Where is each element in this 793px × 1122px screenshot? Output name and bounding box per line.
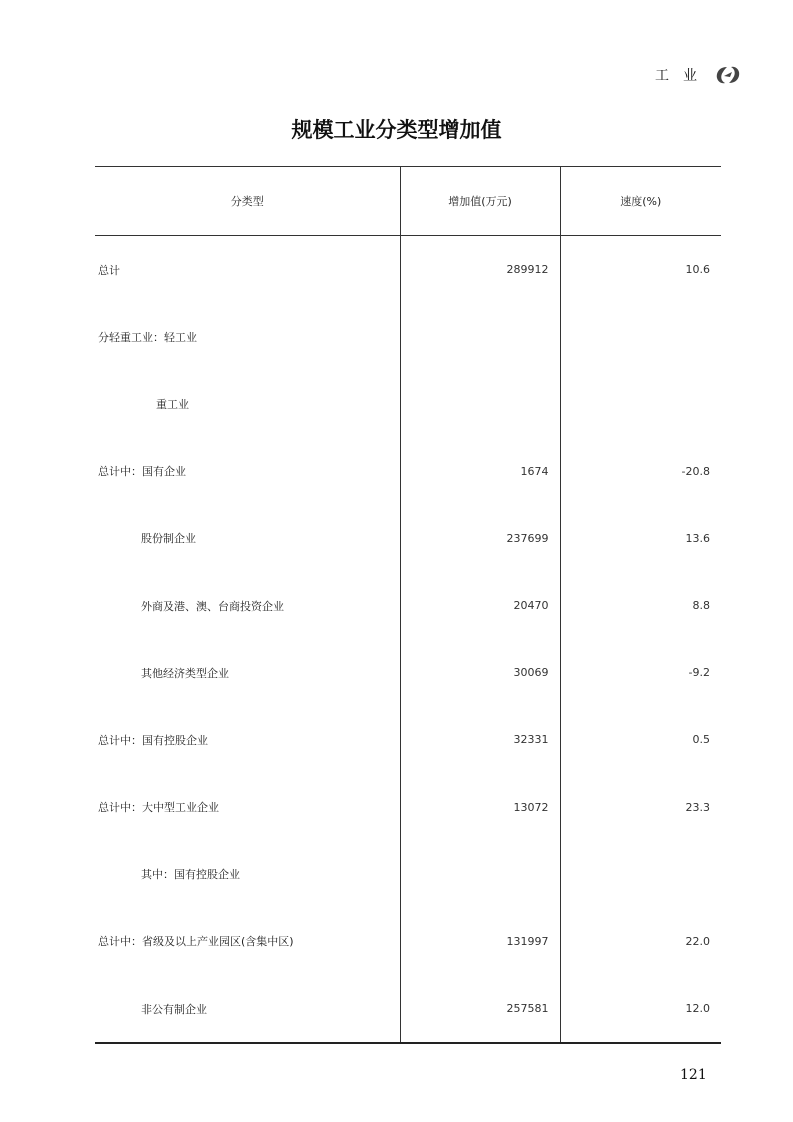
row-label: 其他经济类型企业 — [141, 666, 229, 680]
row-label: 总计中：国有企业 — [98, 465, 186, 479]
column-header-growth-rate: 速度(%) — [560, 167, 721, 236]
industry-logo-icon — [713, 64, 743, 86]
row-label: 总计中：国有控股企业 — [98, 733, 208, 747]
value-added-cell — [400, 370, 560, 437]
growth-rate-cell — [560, 303, 721, 370]
page-header — [655, 64, 743, 86]
page-number: 121 — [680, 1067, 707, 1083]
row-label-cell — [95, 706, 400, 773]
row-label-cell — [95, 774, 400, 841]
growth-rate-cell: -9.2 — [560, 639, 721, 706]
row-label: 总计中：省级及以上产业园区(含集中区) — [98, 935, 294, 949]
value-added-cell: 131997 — [400, 908, 560, 975]
value-added-cell: 13072 — [400, 774, 560, 841]
row-label-cell — [95, 639, 400, 706]
page-title: 规模工业分类型增加值 — [291, 117, 502, 142]
growth-rate-cell: -20.8 — [560, 438, 721, 505]
value-added-cell — [400, 841, 560, 908]
table-row — [95, 370, 721, 437]
growth-rate-cell: 22.0 — [560, 908, 721, 975]
row-label: 总计 — [98, 263, 120, 277]
growth-rate-cell: 13.6 — [560, 505, 721, 572]
row-label: 外商及港、澳、台商投资企业 — [141, 599, 284, 613]
growth-rate-cell: 0.5 — [560, 706, 721, 773]
value-added-cell: 20470 — [400, 572, 560, 639]
table-row — [95, 572, 721, 639]
row-label-cell — [95, 505, 400, 572]
table-row — [95, 908, 721, 975]
row-label-cell — [95, 841, 400, 908]
section-title: 工业 — [655, 68, 711, 84]
row-label-cell — [95, 370, 400, 437]
table-row — [95, 706, 721, 773]
value-added-cell: 257581 — [400, 975, 560, 1043]
table-body — [95, 236, 721, 1044]
table-header-row — [95, 167, 721, 236]
growth-rate-cell — [560, 841, 721, 908]
growth-rate-cell — [560, 370, 721, 437]
row-label: 重工业 — [156, 397, 189, 411]
table-row — [95, 774, 721, 841]
row-label-cell — [95, 572, 400, 639]
column-header-category: 分类型 — [95, 167, 400, 236]
growth-rate-cell: 12.0 — [560, 975, 721, 1043]
value-added-cell — [400, 303, 560, 370]
table-row — [95, 438, 721, 505]
value-added-cell: 30069 — [400, 639, 560, 706]
data-table — [95, 166, 721, 1044]
row-label-cell — [95, 303, 400, 370]
growth-rate-cell: 23.3 — [560, 774, 721, 841]
row-label-cell — [95, 908, 400, 975]
row-label-cell — [95, 236, 400, 304]
value-added-cell: 1674 — [400, 438, 560, 505]
growth-rate-cell: 10.6 — [560, 236, 721, 304]
table-row — [95, 505, 721, 572]
value-added-cell: 32331 — [400, 706, 560, 773]
row-label: 总计中：大中型工业企业 — [98, 801, 219, 815]
row-label: 其中：国有控股企业 — [141, 868, 240, 882]
table-row — [95, 303, 721, 370]
row-label: 股份制企业 — [141, 532, 196, 546]
row-label: 非公有制企业 — [141, 1002, 207, 1016]
value-added-cell: 237699 — [400, 505, 560, 572]
value-added-cell: 289912 — [400, 236, 560, 304]
table-row — [95, 236, 721, 304]
growth-rate-cell: 8.8 — [560, 572, 721, 639]
table-row — [95, 639, 721, 706]
table-row — [95, 975, 721, 1043]
row-label: 分轻重工业：轻工业 — [98, 330, 197, 344]
row-label-cell — [95, 975, 400, 1043]
table-row — [95, 841, 721, 908]
row-label-cell — [95, 438, 400, 505]
column-header-value-added: 增加值(万元) — [400, 167, 560, 236]
